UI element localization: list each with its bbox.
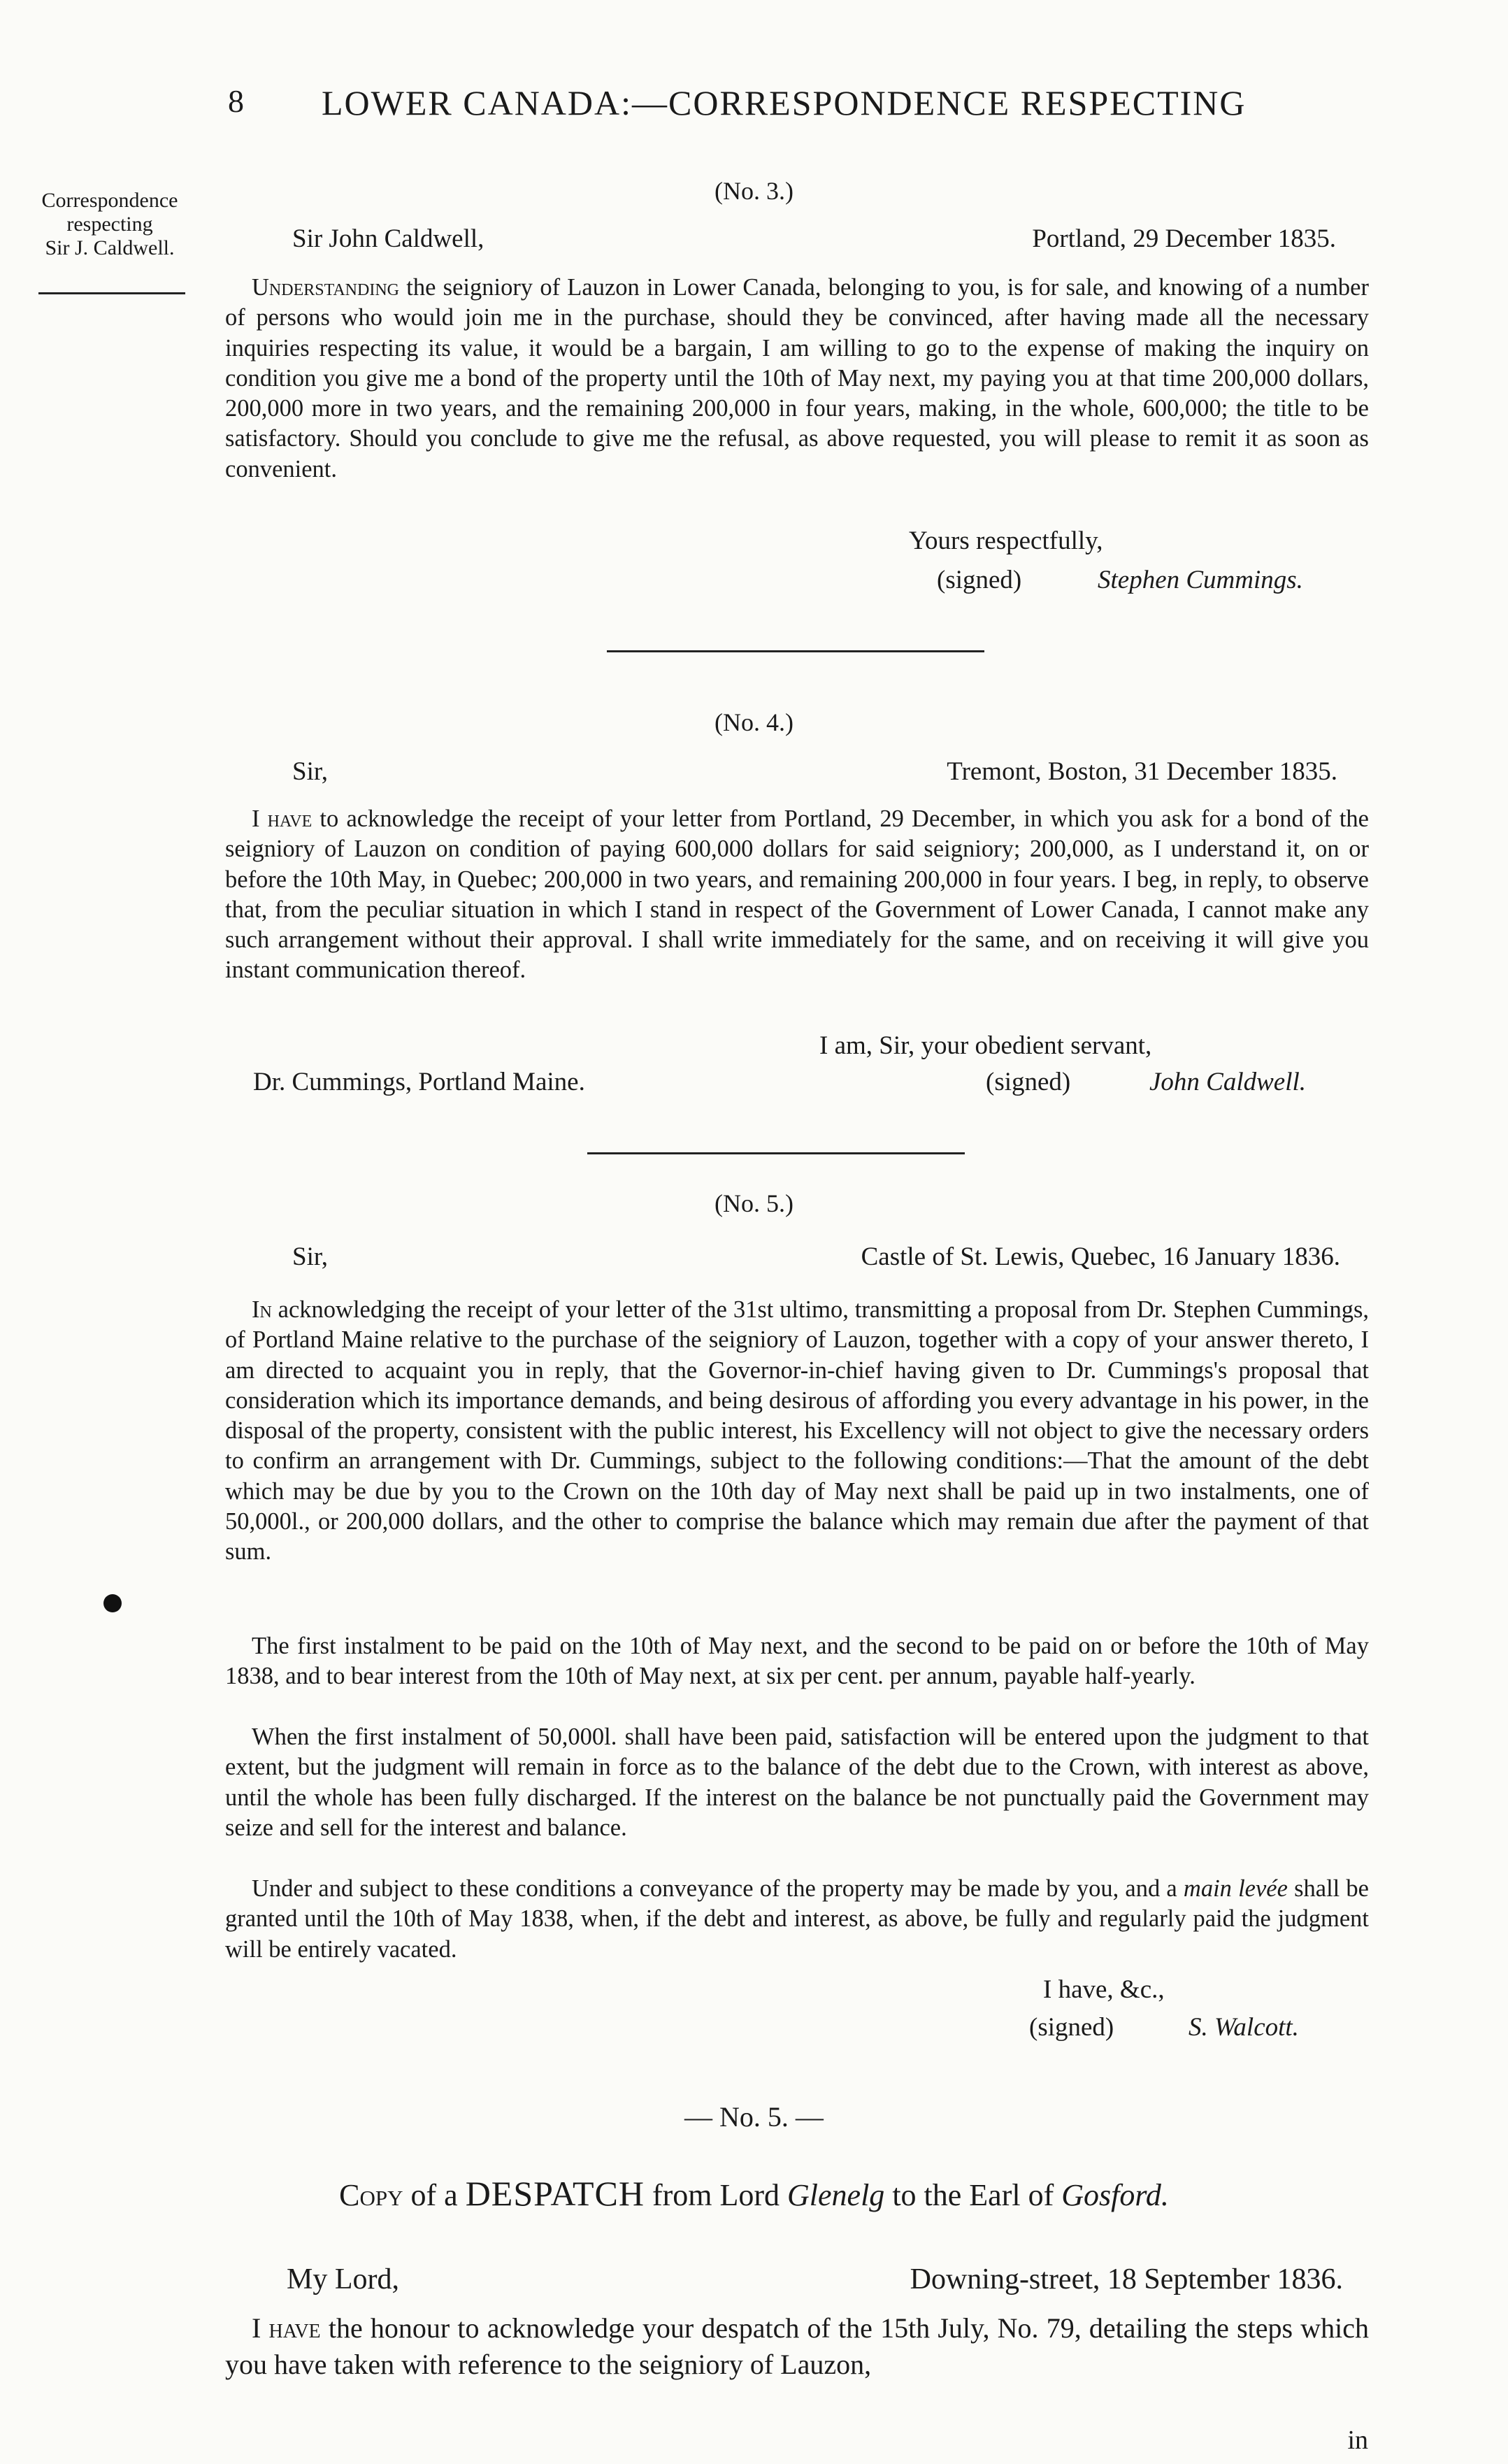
letter-4-closing: I am, Sir, your obedient servant,: [819, 1031, 1152, 1060]
letter-5-paragraph-3: When the first instalment of 50,000l. shall have been paid, satisfaction will be entered upon the judgment to that extent, but the judgment will remain in force as to the balance of the debt due to the Crown, with interest as above, until the whole has been fully discharged. If the interest on the balance be not punctually paid the Government may seize and sell for the interest and balance.: [225, 1724, 1369, 1841]
letter-4-salutation: Sir,: [292, 757, 328, 786]
letter-3-text: the seigniory of Lauzon in Lower Canada, belonging to you, is for sale, and knowing of a number of persons who would join me in the purchase, should they be convinced, after having made all the necessary inquiries respecting its value, it would be a bargain, I am willing to go to the expense of making the inquiry on condition you give me a bond of the property until the 10th of May next, my paying you at that time 200,000 dollars, 200,000 more in two years, and the remaining 200,000 in four years, making, in the whole, 600,000; the title to be satisfactory. Should you conclude to give me the refusal, as above requested, you will please to remit it as soon as convenient.: [225, 274, 1369, 482]
letter-5-lead: In: [252, 1296, 272, 1323]
letter-4-text: to acknowledge the receipt of your letter from Portland, 29 December, in which you ask for a bond of the seigniory of Lauzon on condition of paying 600,000 dollars for said seigniory; 200,000, as I understand it, on or before the 10th May, in Quebec; 200,000 in two years, and remaining 200,000 in four years. I beg, in reply, to observe that, from the peculiar situation in which I stand in respect of the Government of Lower Canada, I cannot make any such arrangement without their approval. I shall write immediately for the same, and on receiving it will give you instant communication thereof.: [225, 805, 1369, 984]
letter-3-signature: Stephen Cummings.: [1098, 566, 1303, 594]
letter-3-place-date: Portland, 29 December 1835.: [1032, 224, 1336, 253]
letter-5-text: shall be granted until the 10th of May 1838, when, if the debt and interest, as above, be fully and regularly paid the judgment will be entirely vacated.: [225, 1875, 1369, 1963]
despatch-heading: [0, 2173, 1508, 2214]
despatch-lead: I have: [252, 2312, 321, 2344]
despatch-heading-text: of a: [403, 2178, 466, 2212]
letter-5-text: Under and subject to these conditions a conveyance of the property may be made by you, and a: [252, 1875, 1184, 1902]
letter-5-place-date: Castle of St. Lewis, Quebec, 16 January 1836.: [861, 1242, 1340, 1271]
letter-4-body: [225, 804, 1369, 986]
despatch-heading-text: from Lord: [644, 2178, 788, 2212]
page-title: LOWER CANADA:—CORRESPONDENCE RESPECTING: [322, 83, 1247, 122]
letter-4-addressee: Dr. Cummings, Portland Maine.: [253, 1068, 585, 1096]
despatch-number: — No. 5. —: [684, 2101, 824, 2133]
letter-5-paragraph-4: [225, 1874, 1369, 1965]
despatch-heading-text: to the Earl of: [884, 2178, 1062, 2212]
despatch-from-name: Glenelg: [787, 2178, 885, 2212]
letter-4-number: (No. 4.): [714, 708, 794, 736]
letter-5-paragraph-1: [225, 1295, 1369, 1568]
margin-note-line: Sir J. Caldwell.: [45, 236, 175, 259]
despatch-text: the honour to acknowledge your despatch of the 15th July, No. 79, detailing the steps which you have taken with reference to the seigniory of Lauzon,: [225, 2312, 1369, 2380]
letter-4-signature: John Caldwell.: [1149, 1068, 1307, 1096]
despatch-copy-word: Copy: [339, 2178, 403, 2212]
section-divider: [607, 650, 984, 652]
letter-4-place-date: Tremont, Boston, 31 December 1835.: [947, 757, 1337, 786]
margin-note-line: respecting: [66, 213, 153, 236]
letter-5-paragraph-2: The first instalment to be paid on the 10th of May next, and the second to be paid on or before the 10th of May 1838, and to bear interest from the 10th of May next, at six per cent. per annum, payable half-yearly.: [225, 1633, 1369, 1690]
despatch-place-date: Downing-street, 18 September 1836.: [910, 2263, 1343, 2295]
letter-5-italic-term: main levée: [1183, 1875, 1288, 1902]
letter-5-salutation: Sir,: [292, 1242, 328, 1271]
margin-note-line: Correspondence: [41, 189, 178, 212]
page-number: 8: [228, 83, 244, 119]
letter-5-signature: S. Walcott.: [1189, 2013, 1299, 2042]
ink-spot: [103, 1594, 122, 1612]
letter-4-lead: I have: [252, 805, 313, 832]
despatch-body: [225, 2310, 1369, 2383]
despatch-word: DESPATCH: [465, 2174, 645, 2213]
letter-5-number: (No. 5.): [714, 1189, 794, 1217]
letter-3-salutation: Sir John Caldwell,: [292, 224, 484, 253]
despatch-to-name: Gosford.: [1061, 2178, 1169, 2212]
letter-3-lead: Understanding: [252, 274, 399, 301]
letter-5-text: acknowledging the receipt of your letter of the 31st ultimo, transmitting a proposal from Dr. Stephen Cummings, of Portland Maine relative to the purchase of the seigniory of Lauzon, together with a copy of your answer thereto, I am directed to acquaint you in reply, that the Governor-in-chief having given to Dr. Cummings's proposal that consideration which its importance demands, and being desirous of affording you every advantage in his power, in the disposal of the property, consistent with the public interest, his Excellency will not object to give the necessary orders to confirm an arrangement with Dr. Cummings, subject to the following conditions:—That the amount of the debt which may be due by you to the Crown on the 10th day of May next shall be paid up in two instalments, one of 50,000l., or 200,000 dollars, and the other to comprise the balance which may remain due after the payment of that sum.: [225, 1296, 1369, 1566]
section-divider: [587, 1152, 965, 1154]
letter-3-closing: Yours respectfully,: [909, 527, 1103, 555]
letter-3-signed: (signed): [937, 566, 1022, 594]
letter-5-closing: I have, &c.,: [1043, 1975, 1165, 2004]
despatch-salutation: My Lord,: [287, 2263, 399, 2295]
letter-5-signed: (signed): [1029, 2013, 1114, 2042]
letter-3-number: (No. 3.): [714, 177, 794, 205]
letter-3-body: [225, 273, 1369, 485]
catchword: in: [1347, 2426, 1368, 2455]
letter-4-signed: (signed): [986, 1068, 1071, 1096]
margin-divider: [38, 292, 185, 294]
